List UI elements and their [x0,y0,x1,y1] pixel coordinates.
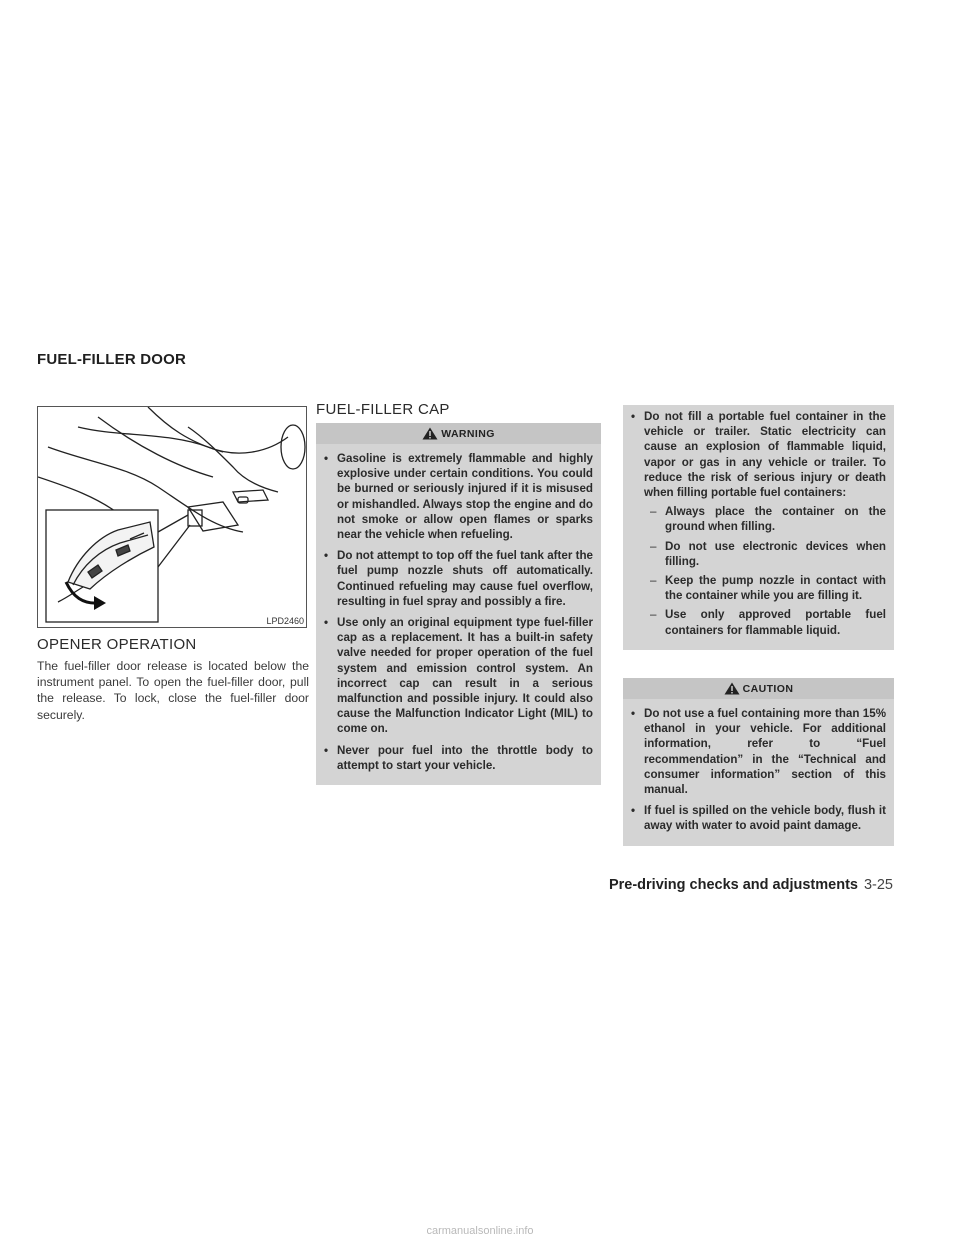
warning-header [316,423,601,444]
warning-sub-item: – Keep the pump nozzle in contact with the container while you are filling it. [644,573,886,603]
warning-item: • Do not attempt to top off the fuel tank after the fuel pump nozzle shuts off automatically. Continued refueling may cause fuel overflow, resulting in fuel spray and possibly a fire. [324,548,593,609]
caution-box [623,678,894,846]
section-title: FUEL-FILLER DOOR [37,351,187,368]
warning-item-text: Do not fill a portable fuel container in the vehicle or trailer. Static electricity can cause an explosion of flammable liquid, vapor or gas in any vehicle or trailer. To reduce the risk of serious injury or death when filling portable fuel containers: [644,410,886,500]
caution-header [623,678,894,699]
watermark: carmanualsonline.info [426,1225,534,1237]
caution-triangle-icon [724,682,740,695]
warning-item [631,409,886,638]
caution-label: CAUTION [742,682,794,695]
warning-item: • Gasoline is extremely flammable and highly explosive under certain conditions. You could be burned or seriously injured if it is misused or mishandled. Always stop the engine and do not smoke or allow open flames or sparks near the vehicle when refueling. [324,451,593,542]
page-footer [609,877,893,893]
opener-operation-text: The fuel-filler door release is located below the instrument panel. To open the fuel-filler door, pull the release. To lock, close the fuel-filler door securely. [37,659,309,722]
warning-continued-list [623,405,894,650]
fuel-filler-release-illustration [37,406,307,628]
warning-triangle-icon [422,427,438,440]
warning-sub-item: – Always place the container on the ground when filling. [644,504,886,534]
figure-label: LPD2460 [266,616,304,626]
warning-sub-item: – Use only approved portable fuel containers for flammable liquid. [644,607,886,637]
warning-sub-item: – Do not use electronic devices when filling. [644,539,886,569]
caution-item: • Do not use a fuel containing more than 15% ethanol in your vehicle. For additional information, refer to “Fuel recommendation” in the “Technical and consumer information” section of this manual. [631,706,886,797]
caution-list [623,699,894,846]
warning-sub-list [644,504,886,638]
warning-label: WARNING [441,427,495,440]
warning-continued-box [623,405,894,650]
warning-list [316,444,601,785]
dashboard-lever-drawing [38,407,306,627]
fuel-filler-cap-heading: FUEL-FILLER CAP [316,401,450,418]
page-number: 3-25 [863,877,893,893]
opener-operation-heading: OPENER OPERATION [37,636,197,653]
warning-item: • Use only an original equipment type fuel-filler cap as a replacement. It has a built-in safety valve needed for proper operation of the fuel system and emission control system. An incorrect cap can result in a serious malfunction and possible injury. It could also cause the Malfunction Indicator Light (MIL) to come on. [324,615,593,737]
warning-box [316,423,601,785]
caution-item: • If fuel is spilled on the vehicle body, flush it away with water to avoid paint damage. [631,803,886,833]
warning-item: • Never pour fuel into the throttle body to attempt to start your vehicle. [324,743,593,773]
footer-section-name: Pre-driving checks and adjustments [608,877,858,893]
